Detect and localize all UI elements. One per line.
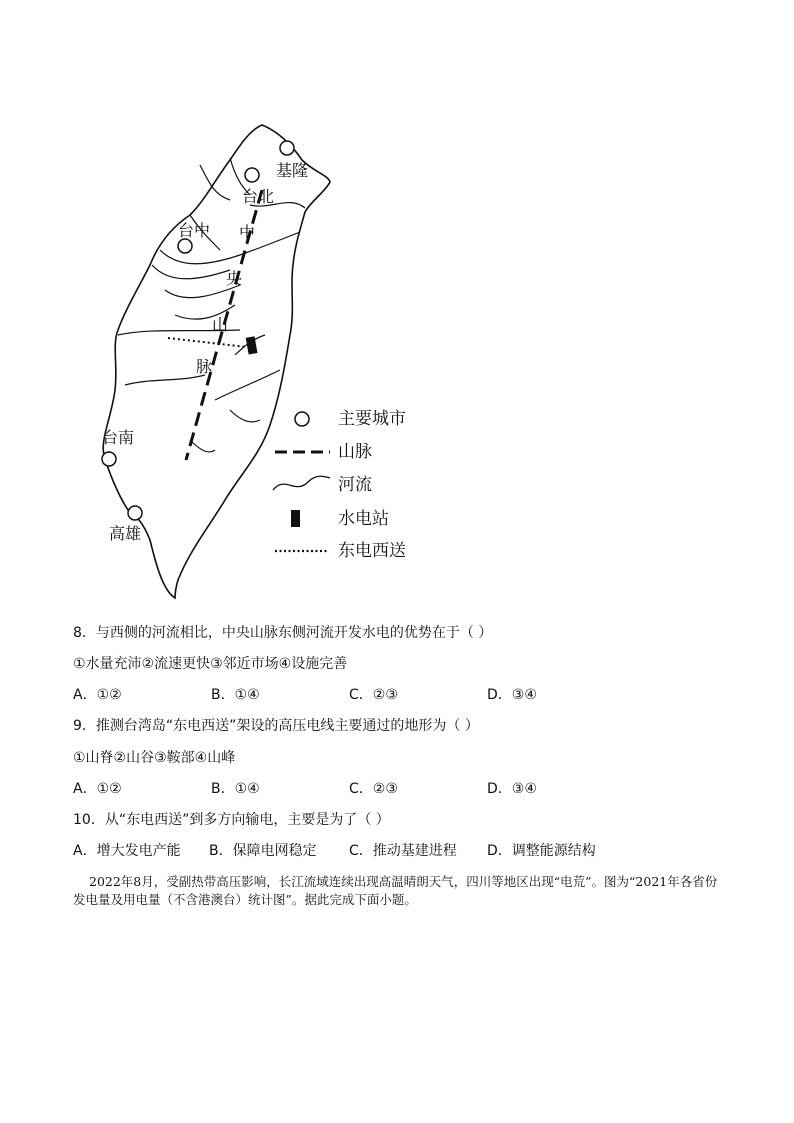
question-9-option-a: A．①②: [73, 781, 122, 797]
city-marker-tainan: [102, 452, 116, 466]
river-line: [125, 375, 205, 385]
city-marker-taichung: [178, 239, 192, 253]
mountain-char: 山: [212, 315, 229, 334]
city-label-taipei: 台北: [242, 187, 275, 206]
question-9-option-b: B．①④: [211, 781, 260, 797]
question-8-option-c: C．②③: [349, 687, 398, 703]
legend-label-river: 河流: [338, 475, 372, 495]
question-9-statements: ①山脊②山谷③鞍部④山峰: [73, 750, 236, 766]
river-lines: [118, 158, 305, 452]
city-marker-taipei: [245, 168, 259, 182]
city-marker-kaohsiung: [128, 506, 142, 520]
legend-label-hydropower: 水电站: [338, 509, 389, 529]
circle-icon: [295, 412, 309, 426]
question-9-stem: 9．推测台湾岛“东电西送”架设的高压电线主要通过的地形为（ ）: [73, 718, 479, 734]
question-10-stem: 10．从“东电西送”到多方向输电，主要是为了（ ）: [73, 812, 390, 828]
question-10-option-b: B．保障电网稳定: [209, 843, 317, 859]
wavy-line-icon: [273, 476, 330, 490]
black-rect-icon: [291, 510, 300, 527]
mountain-char: 央: [226, 269, 243, 288]
question-8-option-d: D．③④: [487, 687, 537, 703]
legend-label-mountain: 山脉: [338, 442, 372, 462]
river-line: [215, 370, 280, 400]
legend-label-city: 主要城市: [338, 409, 406, 429]
city-label-tainan: 台南: [102, 428, 135, 447]
river-line: [230, 410, 260, 422]
question-8-statements: ①水量充沛②流速更快③邻近市场④设施完善: [73, 656, 348, 672]
question-8-option-b: B．①④: [211, 687, 260, 703]
river-line: [152, 265, 230, 279]
legend-label-power-line: 东电西送: [338, 541, 406, 561]
question-10-option-d: D．调整能源结构: [487, 843, 596, 859]
intro-paragraph: 2022年8月，受副热带高压影响，长江流域连续出现高温晴朗天气，四川等地区出现“电荒”。图为“2021年各省份发电量及用电量（不含港澳台）统计图”。据此完成下面小题。: [73, 874, 718, 907]
power-line: [168, 338, 255, 348]
river-line: [190, 440, 215, 452]
question-10-option-c: C．推动基建进程: [349, 843, 457, 859]
question-8-stem: 8．与西侧的河流相比，中央山脉东侧河流开发水电的优势在于（ ）: [73, 625, 493, 641]
city-marker-keelung: [280, 141, 294, 155]
taiwan-map: [90, 120, 430, 602]
city-label-keelung: 基隆: [276, 161, 309, 180]
question-8-option-a: A．①②: [73, 687, 122, 703]
mountain-char: 中: [239, 223, 256, 242]
question-9-option-c: C．②③: [349, 781, 398, 797]
question-10-option-a: A．增大发电产能: [73, 843, 181, 859]
question-9-option-d: D．③④: [487, 781, 537, 797]
city-label-kaohsiung: 高雄: [109, 524, 142, 543]
city-label-taichung: 台中: [178, 221, 211, 240]
mountain-char: 脉: [196, 357, 213, 376]
